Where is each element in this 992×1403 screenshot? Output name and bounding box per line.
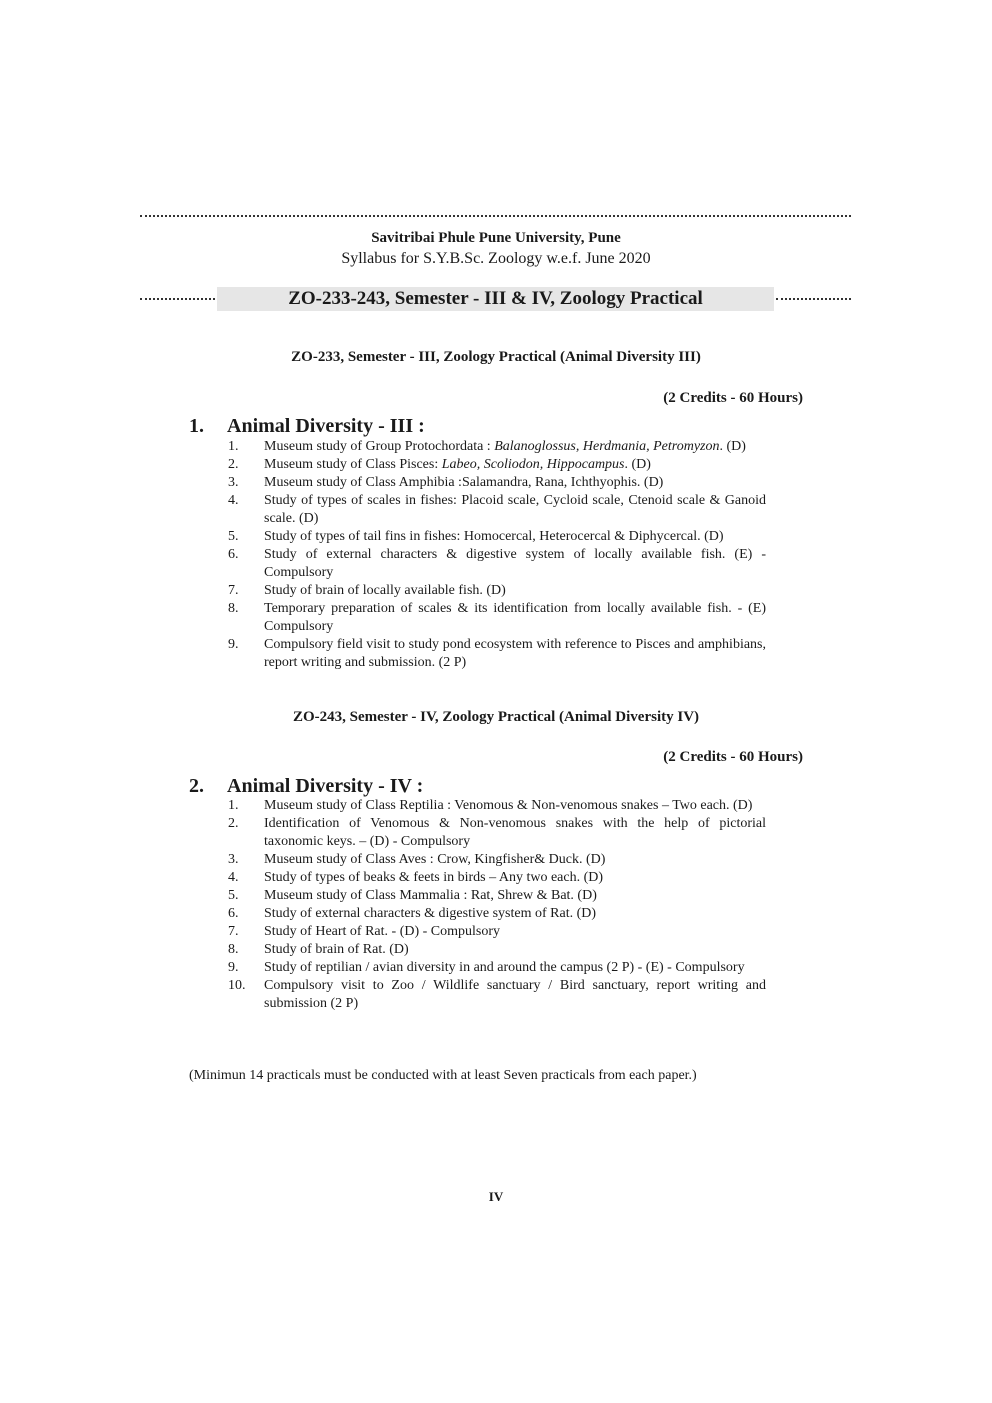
credits-label: (2 Credits - 60 Hours) [663, 390, 803, 406]
list-item [228, 851, 766, 869]
list-item [228, 474, 766, 492]
section-number: 1. [189, 415, 204, 437]
item-number: 4. [228, 870, 239, 885]
list-item [228, 923, 766, 941]
item-number: 6. [228, 906, 239, 921]
item-number: 2. [228, 816, 239, 831]
item-text: Study of Heart of Rat. - (D) - Compulsory [264, 924, 501, 939]
item-text: Study of external characters & digestive system of locally available fish. (E) - Compulsory [264, 547, 766, 580]
item-text: Study of types of beaks & feets in birds – Any two each. (D) [264, 870, 604, 885]
item-number: 7. [228, 924, 239, 939]
item-text: Museum study of Class Aves : Crow, Kingfisher& Duck. (D) [264, 852, 606, 867]
section-subtitle: ZO-243, Semester - IV, Zoology Practical (Animal Diversity IV) [292, 709, 700, 725]
list-item [228, 438, 766, 456]
section-title: Animal Diversity - IV : [227, 775, 424, 797]
list-item [228, 887, 766, 905]
item-text: Study of brain of locally available fish. (D) [264, 583, 506, 598]
banner-left-rule [140, 298, 215, 300]
list-item [228, 815, 766, 851]
item-number: 9. [228, 960, 239, 975]
section-number: 2. [189, 775, 204, 797]
item-number: 9. [228, 637, 239, 652]
list-item [228, 636, 766, 672]
university-name: Savitribai Phule Pune University, Pune [371, 230, 621, 246]
practical-list [228, 797, 766, 1013]
section-title: Animal Diversity - III : [227, 415, 425, 437]
item-number: 3. [228, 852, 239, 867]
item-text: Museum study of Class Mammalia : Rat, Shrew & Bat. (D) [264, 888, 597, 903]
list-item [228, 905, 766, 923]
item-text: Study of reptilian / avian diversity in and around the campus (2 P) - (E) - Compulsory [264, 960, 745, 975]
list-item [228, 600, 766, 636]
section-subtitle: ZO-233, Semester - III, Zoology Practical (Animal Diversity III) [291, 349, 701, 365]
item-text: Museum study of Class Pisces: [264, 457, 442, 472]
item-text: Compulsory field visit to study pond ecosystem with reference to Pisces and amphibians, report writing and submission. (2 P) [264, 637, 766, 670]
item-text: Identification of Venomous & Non-venomous snakes with the help of pictorial taxonomic keys. – (D) - Compulsory [264, 816, 766, 849]
item-number: 8. [228, 942, 239, 957]
list-item [228, 869, 766, 887]
list-item [228, 456, 766, 474]
list-item [228, 977, 766, 1013]
item-number: 1. [228, 439, 239, 454]
top-divider [140, 215, 851, 217]
list-item [228, 546, 766, 582]
item-text: Study of brain of Rat. (D) [264, 942, 409, 957]
page-number: IV [488, 1189, 504, 1204]
credits-label: (2 Credits - 60 Hours) [663, 749, 803, 765]
item-number: 3. [228, 475, 239, 490]
syllabus-line: Syllabus for S.Y.B.Sc. Zoology w.e.f. June 2020 [341, 250, 651, 267]
footnote: (Minimun 14 practicals must be conducted with at least Seven practicals from each paper.) [189, 1068, 697, 1083]
item-number: 6. [228, 547, 239, 562]
item-number: 8. [228, 601, 239, 616]
list-item [228, 582, 766, 600]
item-number: 5. [228, 529, 239, 544]
item-text: Study of external characters & digestive system of Rat. (D) [264, 906, 597, 921]
item-text: Study of types of scales in fishes: Placoid scale, Cycloid scale, Ctenoid scale & Ganoid scale. (D) [264, 493, 766, 526]
item-number: 2. [228, 457, 239, 472]
practical-banner: ZO-233-243, Semester - III & IV, Zoology Practical [217, 287, 774, 311]
item-suffix: . (D) [719, 439, 746, 454]
practical-list [228, 438, 766, 672]
item-species: Balanoglossus, Herdmania, Petromyzon [494, 439, 720, 454]
item-text: Museum study of Class Amphibia :Salamandra, Rana, Ichthyophis. (D) [264, 475, 664, 490]
item-text: Temporary preparation of scales & its identification from locally available fish. - (E) Compulsory [264, 601, 766, 634]
item-number: 5. [228, 888, 239, 903]
item-number: 10. [228, 978, 246, 993]
item-text: Compulsory visit to Zoo / Wildlife sanctuary / Bird sanctuary, report writing and submission (2 P) [264, 978, 766, 1011]
item-species: Labeo, Scoliodon, Hippocampus [441, 457, 625, 472]
banner-right-rule [776, 298, 851, 300]
item-number: 4. [228, 493, 239, 508]
list-item [228, 959, 766, 977]
list-item [228, 492, 766, 528]
item-number: 1. [228, 798, 239, 813]
item-text: Museum study of Class Reptilia : Venomous & Non-venomous snakes – Two each. (D) [264, 798, 753, 813]
item-number: 7. [228, 583, 239, 598]
list-item [228, 941, 766, 959]
list-item [228, 797, 766, 815]
item-text: Study of types of tail fins in fishes: Homocercal, Heterocercal & Diphycercal. (D) [264, 529, 724, 544]
list-item [228, 528, 766, 546]
item-text: Museum study of Group Protochordata : [264, 439, 495, 454]
item-suffix: . (D) [624, 457, 651, 472]
